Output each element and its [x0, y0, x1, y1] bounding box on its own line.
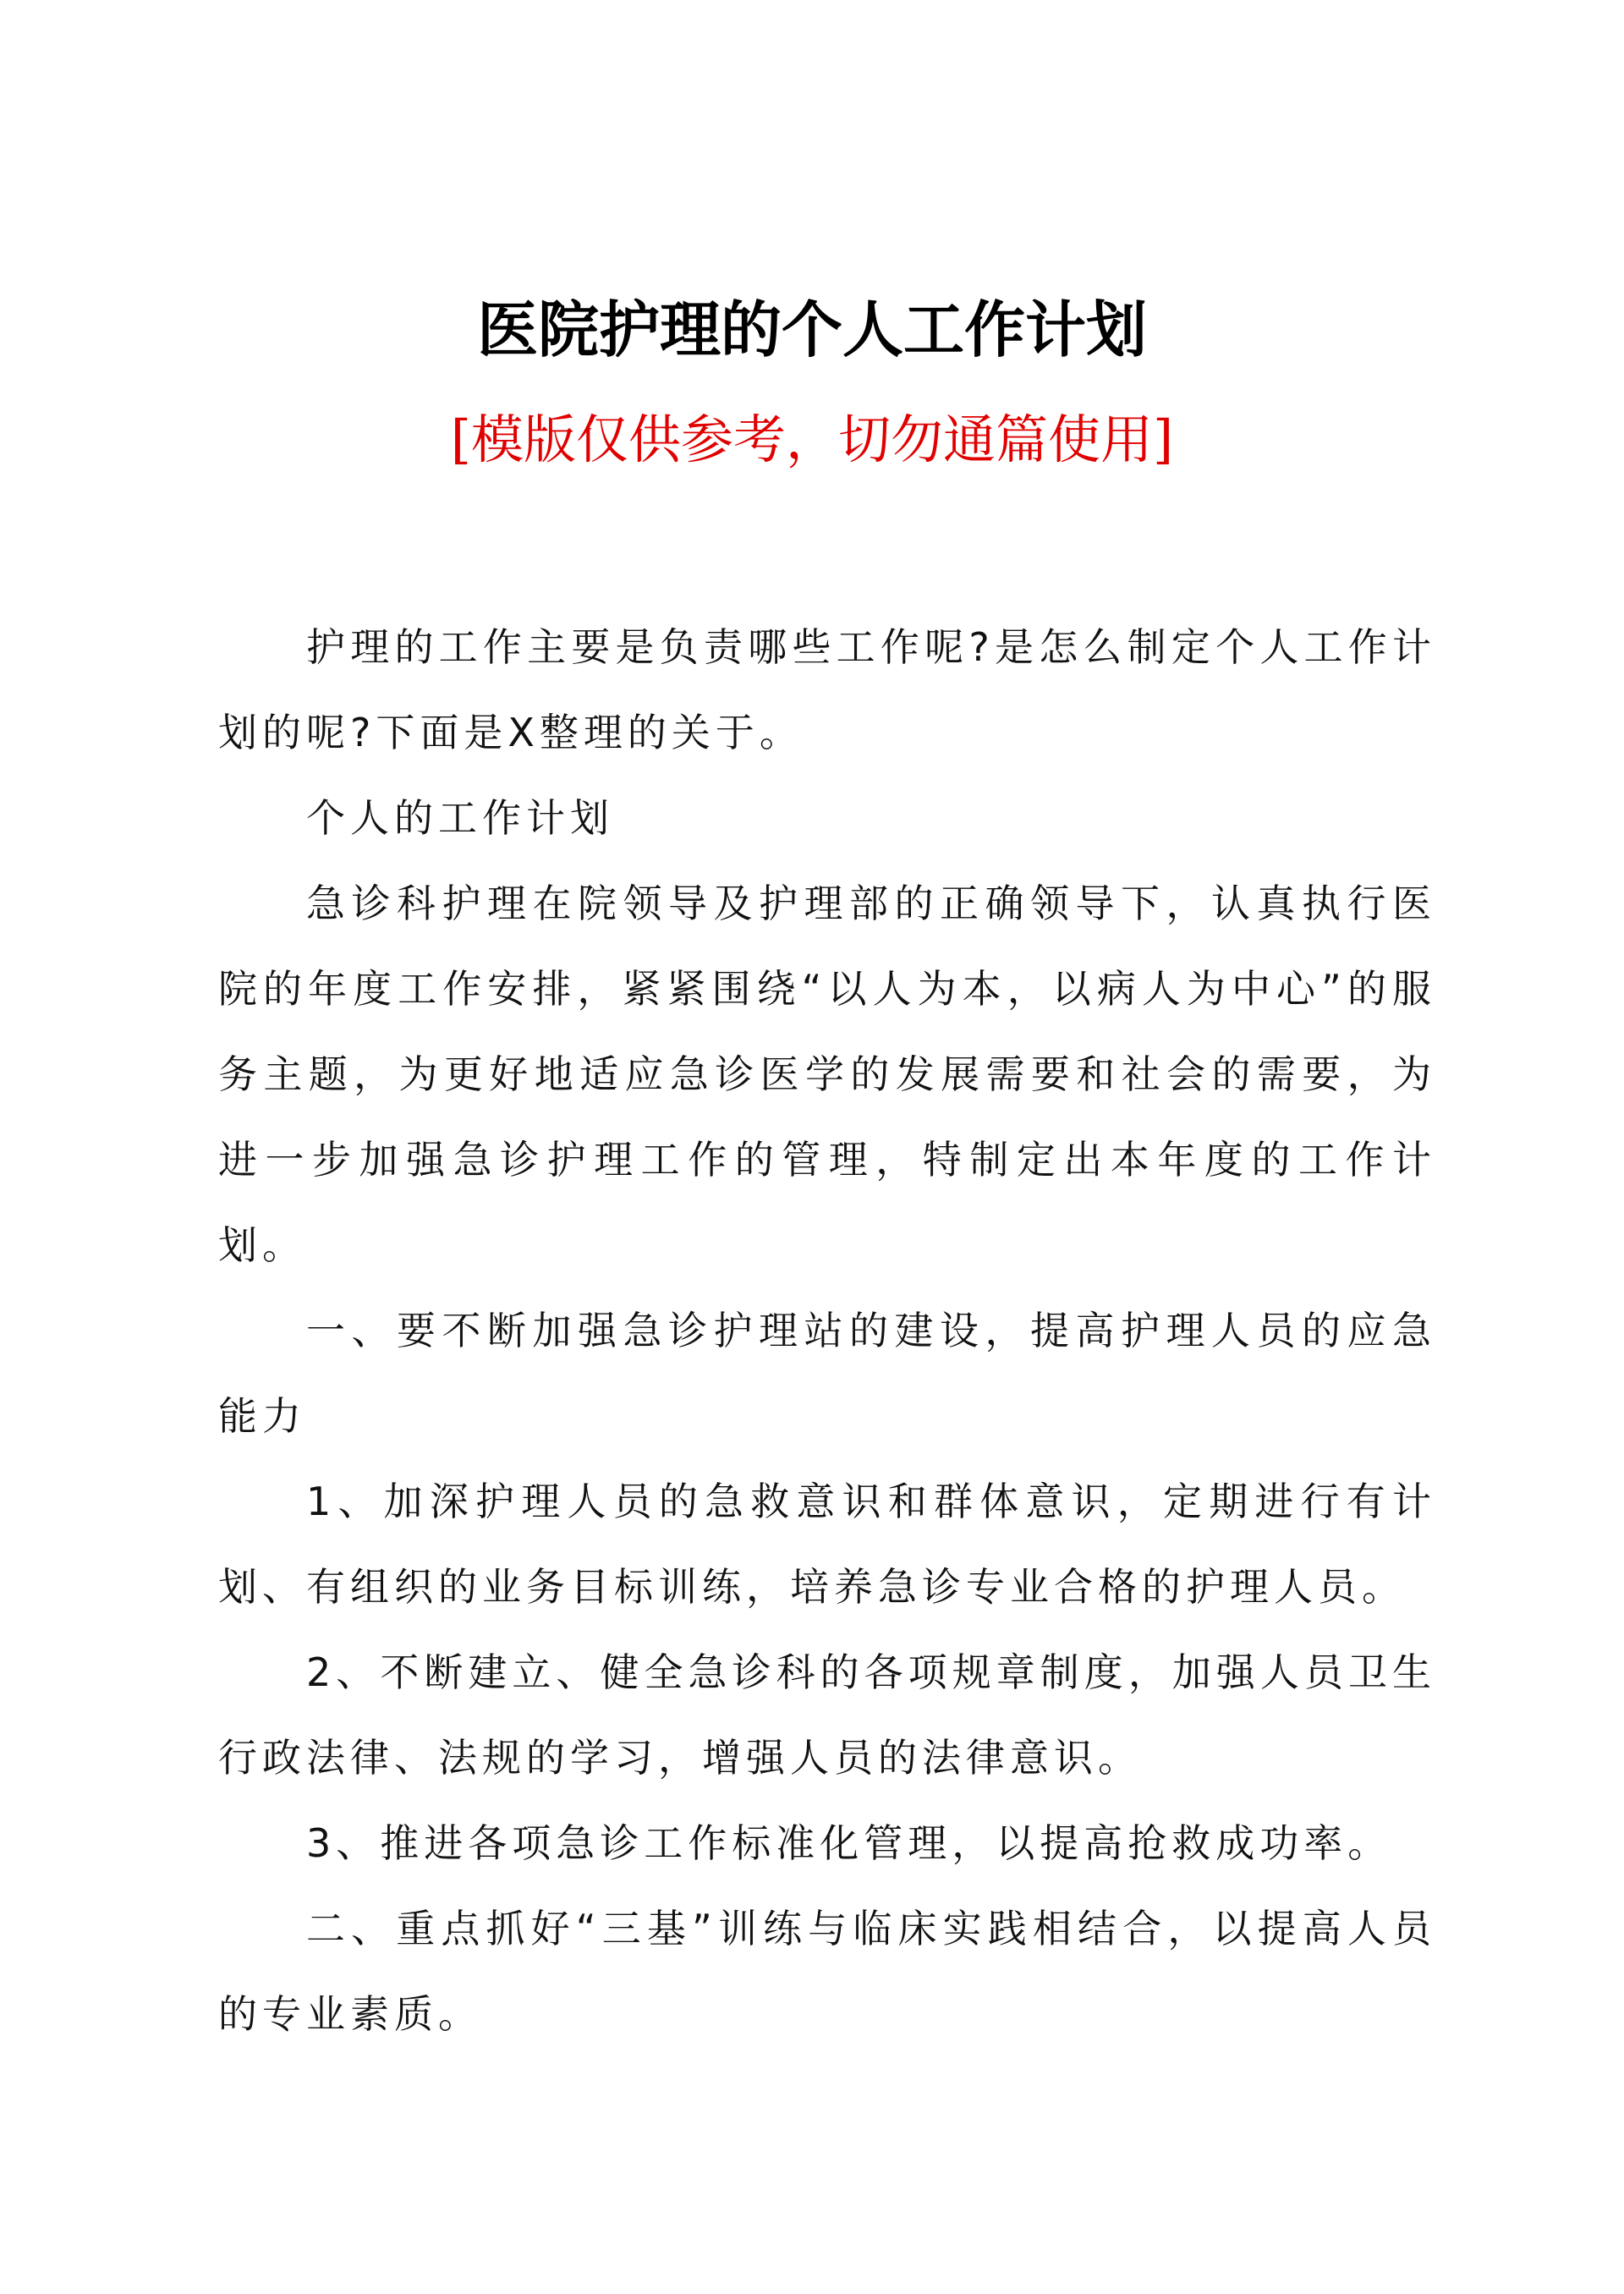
document-body [218, 605, 1436, 2057]
section-heading: 个人的工作计划 [306, 795, 614, 841]
document-title: 医院护理的个人工作计划 [476, 294, 1147, 365]
list-item-2: 2、不断建立、健全急诊科的各项规章制度，加强人员卫生行政法律、法规的学习，增强人员的法律意识。 [218, 1649, 1436, 1781]
section-heading-two: 二、重点抓好“三基”训练与临床实践相结合，以提高人员的专业素质。 [218, 1906, 1436, 2037]
template-disclaimer: [模版仅供参考，切勿通篇使用] [450, 409, 1174, 470]
list-item-1: 1、加深护理人员的急救意识和群体意识，定期进行有计划、有组织的业务目标训练，培养急诊专业合格的护理人员。 [218, 1479, 1436, 1610]
list-item-3: 3、推进各项急诊工作标准化管理，以提高抢救成功率。 [306, 1820, 1392, 1866]
body-paragraph: 急诊科护理在院领导及护理部的正确领导下，认真执行医院的年度工作安排，紧紧围绕“以人为本，以病人为中心”的服务主题，为更好地适应急诊医学的发展需要和社会的需要，为进一步加强急诊护理工作的管理，特制定出本年度的工作计划。 [218, 881, 1436, 1268]
intro-paragraph: 护理的工作主要是负责哪些工作呢?是怎么制定个人工作计划的呢?下面是X整理的关于。 [218, 624, 1436, 755]
section-heading-one: 一、要不断加强急诊护理站的建设，提高护理人员的应急能力 [218, 1308, 1436, 1439]
